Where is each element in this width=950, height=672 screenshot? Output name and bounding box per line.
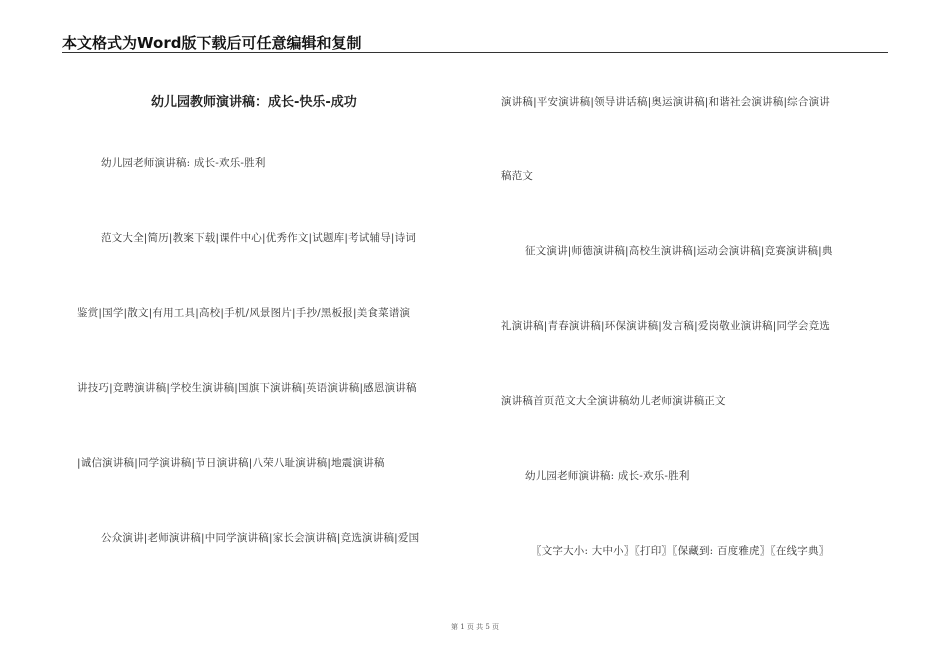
header-divider — [62, 52, 888, 53]
left-paragraph-line: 鉴赏|国学|散文|有用工具|高校|手机/风景图片|手抄/黑板报|美食菜谱演 — [77, 307, 411, 319]
document-header-banner: 本文格式为Word版下载后可任意编辑和复制 — [62, 34, 362, 52]
left-paragraph-line: 范文大全|简历|教案下载|课件中心|优秀作文|试题库|考试辅导|诗词 — [101, 232, 417, 244]
document-title: 幼儿园教师演讲稿：成长-快乐-成功 — [151, 95, 357, 110]
page-number-footer: 第 1 页 共 5 页 — [450, 623, 500, 631]
right-paragraph-line: 演讲稿|平安演讲稿|领导讲话稿|奥运演讲稿|和谐社会演讲稿|综合演讲 — [501, 96, 830, 108]
right-paragraph-line: 征文演讲|师德演讲稿|高校生演讲稿|运动会演讲稿|竞赛演讲稿|典 — [525, 245, 833, 257]
left-paragraph-line: 讲技巧|竞聘演讲稿|学校生演讲稿|国旗下演讲稿|英语演讲稿|感恩演讲稿 — [77, 382, 417, 394]
right-paragraph-line: 幼儿园老师演讲稿: 成长-欢乐-胜利 — [525, 470, 690, 482]
left-paragraph-line: 幼儿园老师演讲稿: 成长-欢乐-胜利 — [101, 157, 266, 169]
left-paragraph-line: |诚信演讲稿|同学演讲稿|节日演讲稿|八荣八耻演讲稿|地震演讲稿 — [77, 457, 385, 469]
right-paragraph-line: 稿范文 — [501, 170, 534, 182]
left-paragraph-line: 公众演讲|老师演讲稿|中同学演讲稿|家长会演讲稿|竞选演讲稿|爱国 — [101, 532, 420, 544]
right-paragraph-line: 演讲稿首页范文大全演讲稿幼儿老师演讲稿正文 — [501, 395, 726, 407]
right-paragraph-line: 礼演讲稿|青春演讲稿|环保演讲稿|发言稿|爱岗敬业演讲稿|同学会竞选 — [501, 320, 830, 332]
right-paragraph-toolbar-links: 〖文字大小: 大中小〗〖打印〗〖保藏到: 百度雅虎〗〖在线字典〗 — [531, 545, 830, 557]
